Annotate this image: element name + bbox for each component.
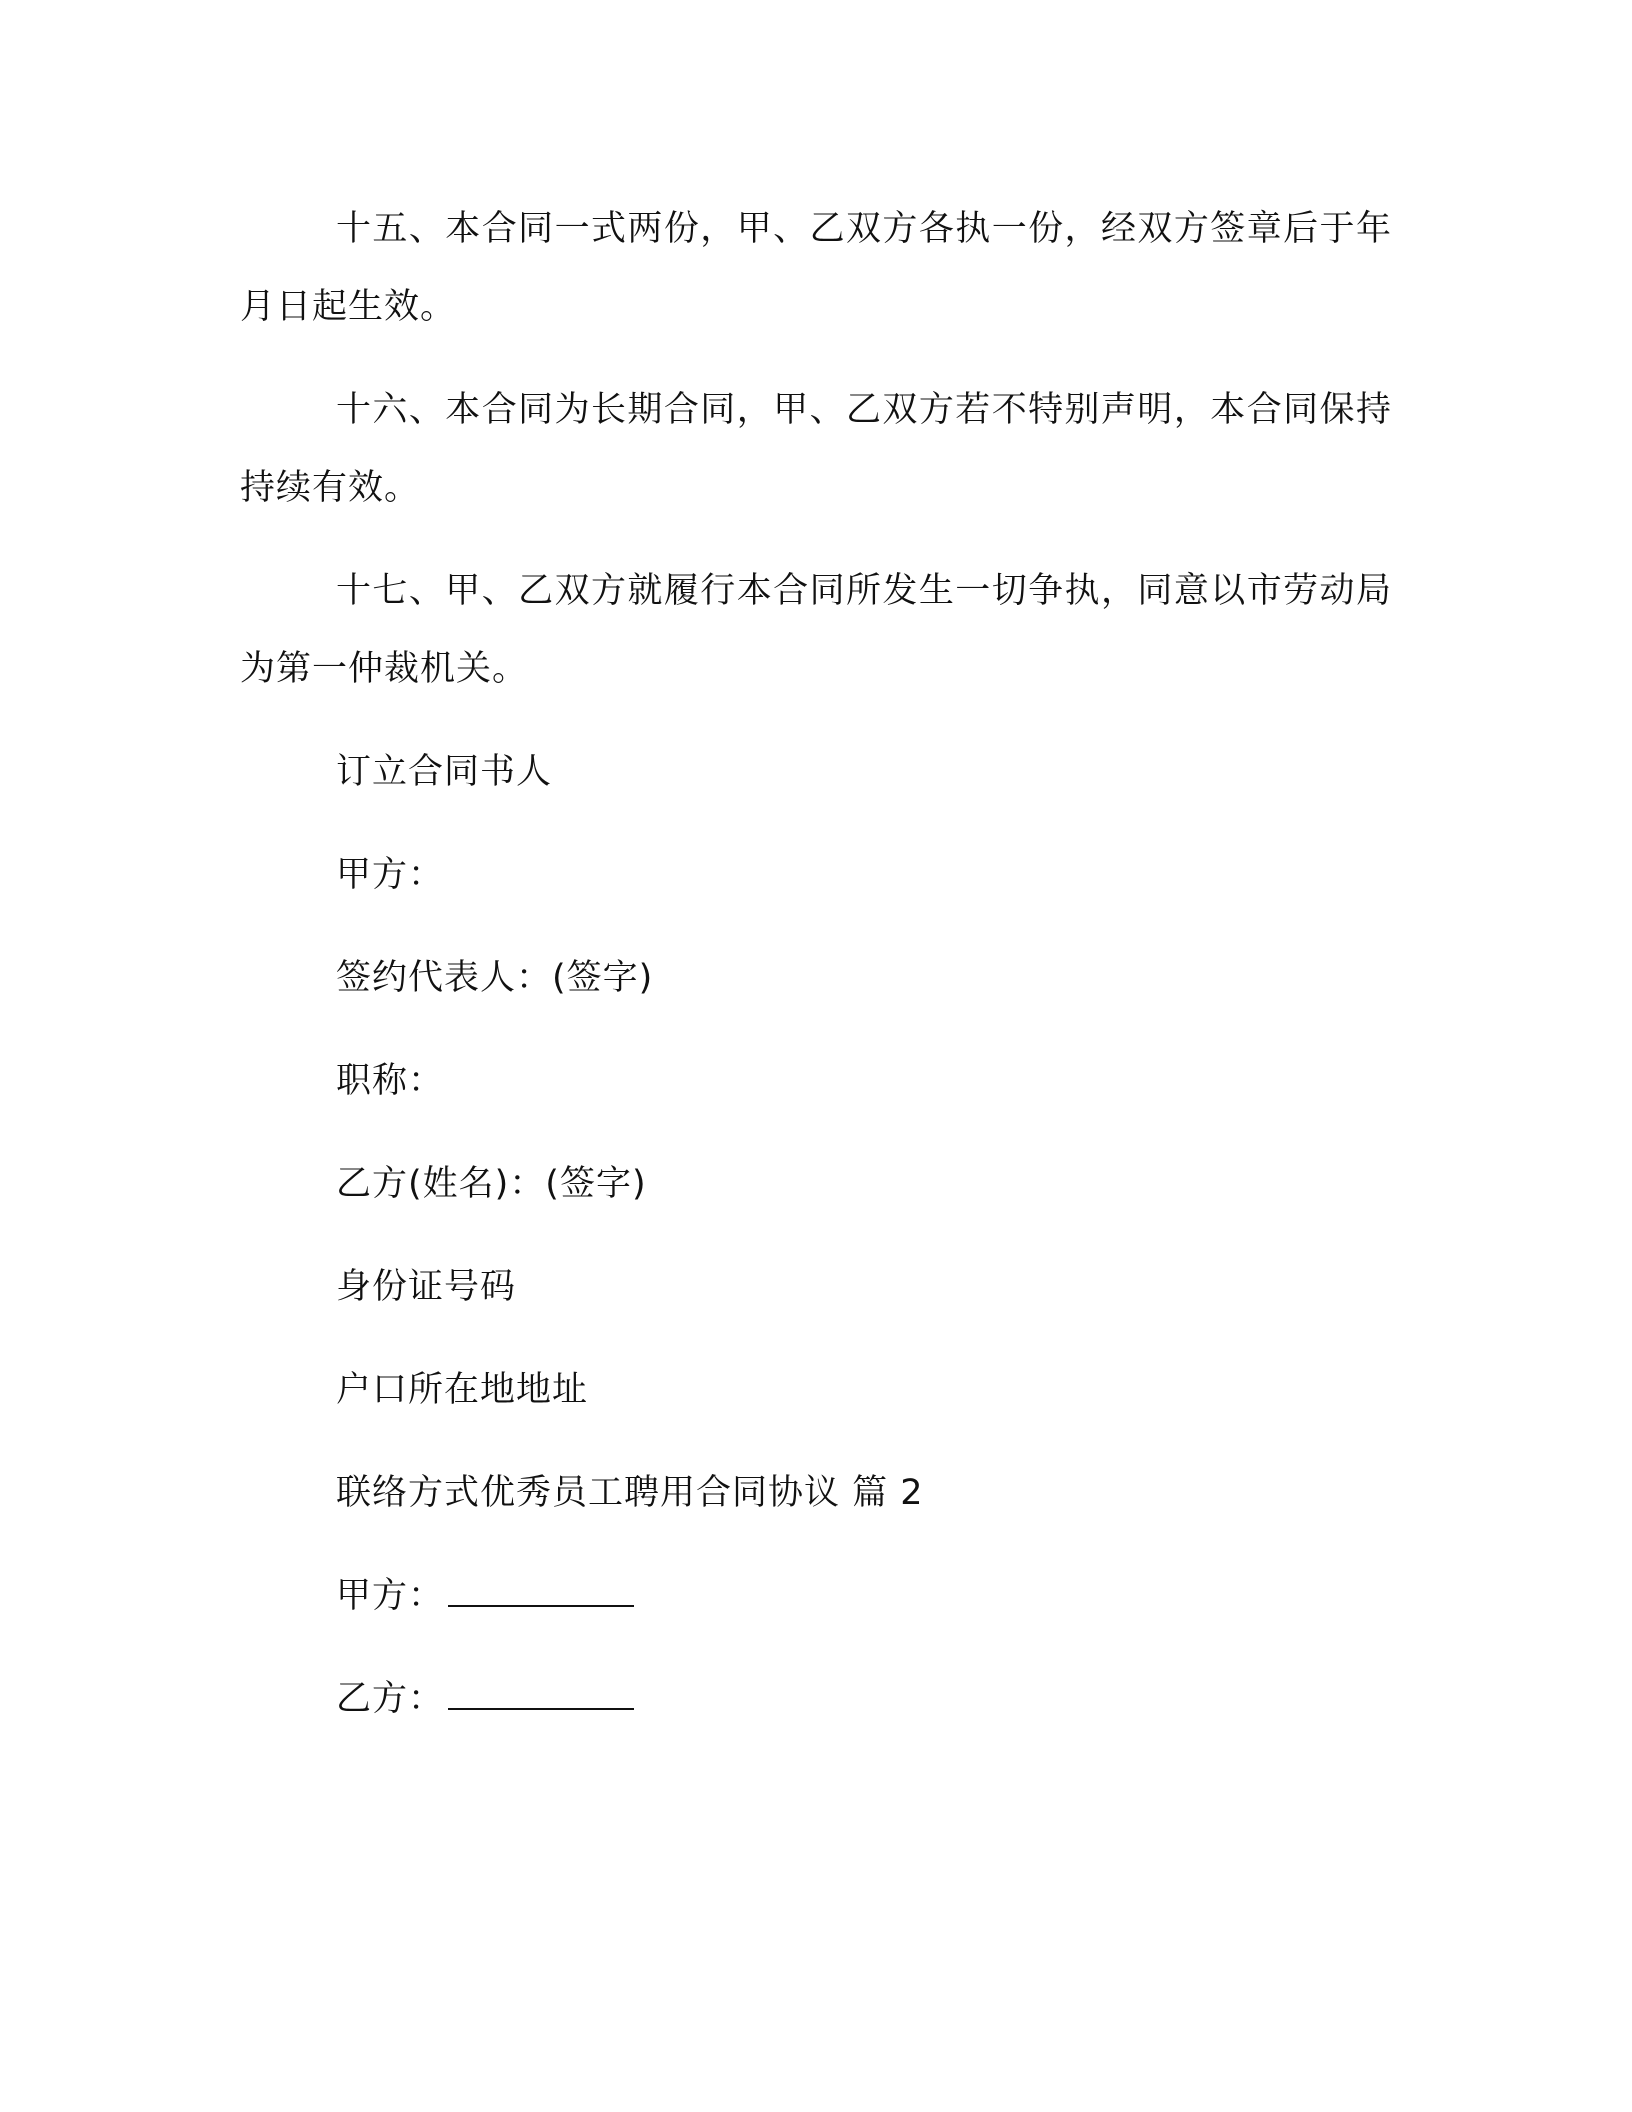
contract-2-party-b-blank [448,1674,634,1710]
contract-2-party-a [240,1557,1392,1635]
id-number-label: 身份证号码 [336,1267,517,1307]
party-a-label: 甲方： [336,855,445,895]
signatories-heading: 订立合同书人 [336,752,553,792]
clause-15: 十五、本合同一式两份，甲、乙双方各执一份，经双方签章后于年月日起生效。 [240,209,1392,327]
document-body [240,190,1392,1763]
clause-17: 十七、甲、乙双方就履行本合同所发生一切争执，同意以市劳动局为第一仲裁机关。 [240,571,1392,689]
clause-16: 十六、本合同为长期合同，甲、乙双方若不特别声明，本合同保持持续有效。 [240,390,1392,508]
contract-2-party-b [240,1660,1392,1738]
contract-2-party-b-label: 乙方： [336,1679,445,1719]
contact-and-contract-2-title: 联络方式优秀员工聘用合同协议 篇 2 [336,1473,924,1513]
party-b-signature-label: 乙方(姓名)：(签字) [336,1164,647,1204]
contract-2-party-a-blank [448,1571,634,1607]
representative-signature-label: 签约代表人：(签字) [336,958,654,998]
contract-2-party-a-label: 甲方： [336,1576,445,1616]
job-title-label: 职称： [336,1061,445,1101]
household-address-label: 户口所在地地址 [336,1370,589,1410]
